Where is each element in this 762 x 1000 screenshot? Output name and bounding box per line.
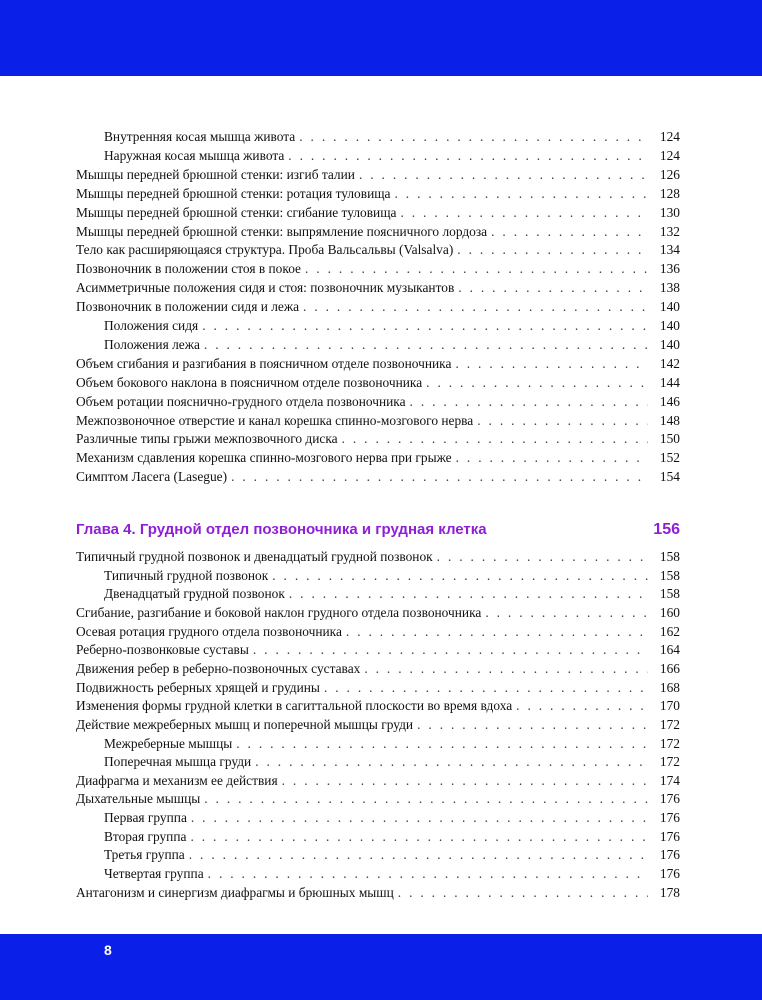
toc-entry-page: 160 (659, 604, 680, 620)
toc-entry[interactable] (76, 354, 680, 373)
toc-entry-title: Внутренняя косая мышца живота (104, 129, 296, 144)
toc-entry-title: Вторая группа (104, 828, 187, 844)
toc-entry-title: Положения сидя (104, 318, 199, 333)
toc-entry-page: 146 (659, 393, 680, 409)
toc-entry-title: Мышцы передней брюшной стенки: выпрямление поясничного лордоза (76, 223, 488, 239)
toc-entry-page: 124 (659, 147, 680, 163)
toc-dot-leader (455, 354, 648, 373)
toc-entry-page: 128 (659, 185, 680, 201)
toc-entry-page: 136 (659, 261, 680, 277)
toc-dot-leader (305, 259, 648, 278)
toc-entry[interactable] (76, 278, 680, 297)
toc-entry-title: Межреберные мышцы (104, 735, 233, 751)
toc-entry[interactable] (76, 165, 680, 184)
toc-dot-leader (190, 827, 648, 846)
toc-entry[interactable] (76, 316, 680, 335)
toc-entry-page: 124 (659, 129, 680, 144)
toc-entry-title: Мышцы передней брюшной стенки: изгиб талии (76, 166, 355, 182)
toc-entry-page: 164 (659, 642, 680, 658)
toc-dot-leader (516, 696, 648, 715)
toc-entry-page: 176 (659, 810, 680, 826)
toc-entry-title: Сгибание, разгибание и боковой наклон грудного отдела позвоночника (76, 604, 482, 620)
toc-entry-title: Межпозвоночное отверстие и канал корешка спинно-мозгового нерва (76, 412, 474, 428)
toc-entry-page: 154 (659, 469, 680, 485)
toc-dot-leader (364, 659, 648, 678)
toc-entry-title: Положения лежа (104, 336, 200, 352)
toc-entry-page: 172 (659, 754, 680, 770)
toc-entry-page: 174 (659, 772, 680, 788)
toc-entry[interactable] (76, 883, 680, 902)
toc-entry-title: Позвоночник в положении сидя и лежа (76, 299, 300, 315)
toc-entry[interactable] (76, 640, 680, 659)
toc-entry-title: Тело как расширяющаяся структура. Проба Вальсальвы (Valsalva) (76, 242, 454, 258)
toc-dot-leader (288, 146, 648, 165)
toc-entry-title: Действие межреберных мышц и поперечной мышцы груди (76, 716, 414, 732)
toc-entry-title: Двенадцатый грудной позвонок (104, 586, 285, 602)
toc-entry-page: 130 (659, 204, 680, 220)
toc-entry-page: 140 (659, 318, 680, 333)
toc-dot-leader (457, 240, 648, 259)
toc-entry[interactable] (76, 789, 680, 808)
toc-entry[interactable] (76, 864, 680, 883)
chapter-heading[interactable] (76, 521, 680, 543)
toc-entry[interactable] (76, 752, 680, 771)
toc-entry-page: 166 (659, 660, 680, 676)
toc-dot-leader (191, 808, 648, 827)
footer-band (0, 934, 762, 1000)
toc-entry-page: 126 (659, 166, 680, 182)
toc-entry-title: Осевая ротация грудного отдела позвоночника (76, 623, 342, 639)
header-band (0, 0, 762, 76)
toc-dot-leader (282, 771, 648, 790)
toc-dot-leader (398, 883, 648, 902)
toc-dot-leader (426, 373, 648, 392)
toc-entry[interactable] (76, 603, 680, 622)
toc-entry[interactable] (76, 584, 680, 603)
toc-entry-title: Третья группа (104, 847, 185, 863)
toc-entry[interactable] (76, 622, 680, 641)
toc-entry-page: 170 (659, 698, 680, 714)
toc-entry-title: Антагонизм и синергизм диафрагмы и брюшных мышц (76, 884, 394, 900)
toc-entry[interactable] (76, 373, 680, 392)
toc-entry-title: Движения ребер в реберно-позвоночных суставах (76, 660, 361, 676)
toc-entry-title: Объем ротации пояснично-грудного отдела позвоночника (76, 393, 406, 409)
toc-dot-leader (359, 165, 648, 184)
toc-entry[interactable] (76, 566, 680, 585)
toc-entry[interactable] (76, 203, 680, 222)
toc-dot-leader (202, 316, 648, 335)
toc-entry-page: 138 (659, 280, 680, 296)
chapter-title: Глава 4. Грудной отдел позвоночника и грудная клетка (76, 521, 487, 538)
chapter-page-number: 156 (653, 521, 680, 538)
toc-dot-leader (255, 752, 648, 771)
toc-entry[interactable] (76, 659, 680, 678)
toc-entry-page: 152 (659, 450, 680, 466)
toc-dot-leader (303, 297, 648, 316)
toc-entry[interactable] (76, 222, 680, 241)
toc-entry-title: Объем бокового наклона в поясничном отделе позвоночника (76, 374, 423, 390)
toc-entry-page: 162 (659, 623, 680, 639)
toc-dot-leader (400, 203, 648, 222)
toc-dot-leader (458, 278, 648, 297)
toc-entry[interactable] (76, 240, 680, 259)
toc-entry-title: Различные типы грыжи межпозвочного диска (76, 431, 338, 447)
toc-dot-leader (437, 547, 648, 566)
toc-dot-leader (324, 678, 648, 697)
toc-dot-leader (417, 715, 648, 734)
toc-entry-page: 142 (659, 355, 680, 371)
toc-entry[interactable] (76, 845, 680, 864)
toc-dot-leader (491, 222, 648, 241)
toc-dot-leader (346, 622, 648, 641)
toc-dot-leader (208, 864, 648, 883)
toc-entry[interactable] (76, 734, 680, 753)
toc-entry[interactable] (76, 184, 680, 203)
toc-dot-leader (204, 789, 648, 808)
toc-dot-leader (477, 411, 648, 430)
toc-entry[interactable] (76, 127, 680, 146)
toc-entry-title: Изменения формы грудной клетки в сагиттальной плоскости во время вдоха (76, 698, 513, 714)
toc-dot-leader (456, 448, 648, 467)
toc-entry-page: 144 (659, 374, 680, 390)
toc-entry-title: Асимметричные положения сидя и стоя: позвоночник музыкантов (76, 280, 455, 296)
toc-dot-leader (485, 603, 648, 622)
toc-entry-title: Поперечная мышца груди (104, 754, 252, 770)
toc-entry[interactable] (76, 259, 680, 278)
toc-entry-page: 172 (659, 716, 680, 732)
toc-entry[interactable] (76, 715, 680, 734)
toc-entry-page: 172 (659, 735, 680, 751)
toc-entry-title: Объем сгибания и разгибания в поясничном отделе позвоночника (76, 355, 452, 371)
page-number: 8 (104, 942, 112, 958)
toc-entry-page: 176 (659, 828, 680, 844)
toc-entry-page: 132 (659, 223, 680, 239)
toc-entry[interactable] (76, 448, 680, 467)
toc-entry-page: 158 (659, 586, 680, 602)
toc-dot-leader (299, 127, 648, 146)
toc-entry-page: 140 (659, 299, 680, 315)
toc-entry[interactable] (76, 335, 680, 354)
toc-entry-title: Первая группа (104, 810, 187, 826)
toc-entry-title: Симптом Ласега (Lasegue) (76, 469, 228, 485)
toc-entry[interactable] (76, 146, 680, 165)
toc-entry-page: 176 (659, 866, 680, 882)
toc-entry-title: Подвижность реберных хрящей и грудины (76, 679, 320, 695)
toc-entry-title: Реберно-позвонковые суставы (76, 642, 249, 658)
toc-dot-leader (231, 467, 648, 486)
toc-entry-title: Наружная косая мышца живота (104, 147, 285, 163)
toc-entry-title: Четвертая группа (104, 866, 204, 882)
toc-entry-title: Дыхательные мышцы (76, 791, 201, 807)
toc-entry-title: Позвоночник в положении стоя в покое (76, 261, 302, 277)
toc-entry[interactable] (76, 547, 680, 566)
toc-entry-page: 176 (659, 791, 680, 807)
toc-entry-title: Мышцы передней брюшной стенки: ротация туловища (76, 185, 391, 201)
toc-entry[interactable] (76, 297, 680, 316)
toc-entry-page: 134 (659, 242, 680, 258)
toc-entry[interactable] (76, 808, 680, 827)
toc-dot-leader (395, 184, 649, 203)
toc-entry-title: Механизм сдавления корешка спинно-мозгового нерва при грыже (76, 450, 452, 466)
toc-entry-page: 178 (659, 884, 680, 900)
toc-entry[interactable] (76, 411, 680, 430)
toc-dot-leader (289, 584, 648, 603)
toc-entry-page: 150 (659, 431, 680, 447)
toc-entry[interactable] (76, 827, 680, 846)
toc-dot-leader (342, 429, 648, 448)
toc-entry[interactable] (76, 429, 680, 448)
toc-entry-page: 158 (659, 549, 680, 564)
toc-entry-title: Типичный грудной позвонок и двенадцатый грудной позвонок (76, 549, 433, 564)
toc-entry-title: Диафрагма и механизм ее действия (76, 772, 278, 788)
toc-entry[interactable] (76, 467, 680, 486)
toc-entry-page: 176 (659, 847, 680, 863)
toc-dot-leader (204, 335, 648, 354)
toc-entry-title: Мышцы передней брюшной стенки: сгибание туловища (76, 204, 397, 220)
toc-entry-page: 140 (659, 336, 680, 352)
toc-entry-page: 148 (659, 412, 680, 428)
toc-dot-leader (410, 392, 648, 411)
toc-entry-page: 158 (659, 567, 680, 583)
toc-dot-leader (253, 640, 648, 659)
toc-entry[interactable] (76, 771, 680, 790)
toc-dot-leader (189, 845, 648, 864)
toc-entry[interactable] (76, 696, 680, 715)
toc-entry-page: 168 (659, 679, 680, 695)
toc-entry[interactable] (76, 678, 680, 697)
toc-entry-title: Типичный грудной позвонок (104, 567, 269, 583)
toc-dot-leader (236, 734, 648, 753)
toc-dot-leader (272, 566, 648, 585)
toc-entry[interactable] (76, 392, 680, 411)
